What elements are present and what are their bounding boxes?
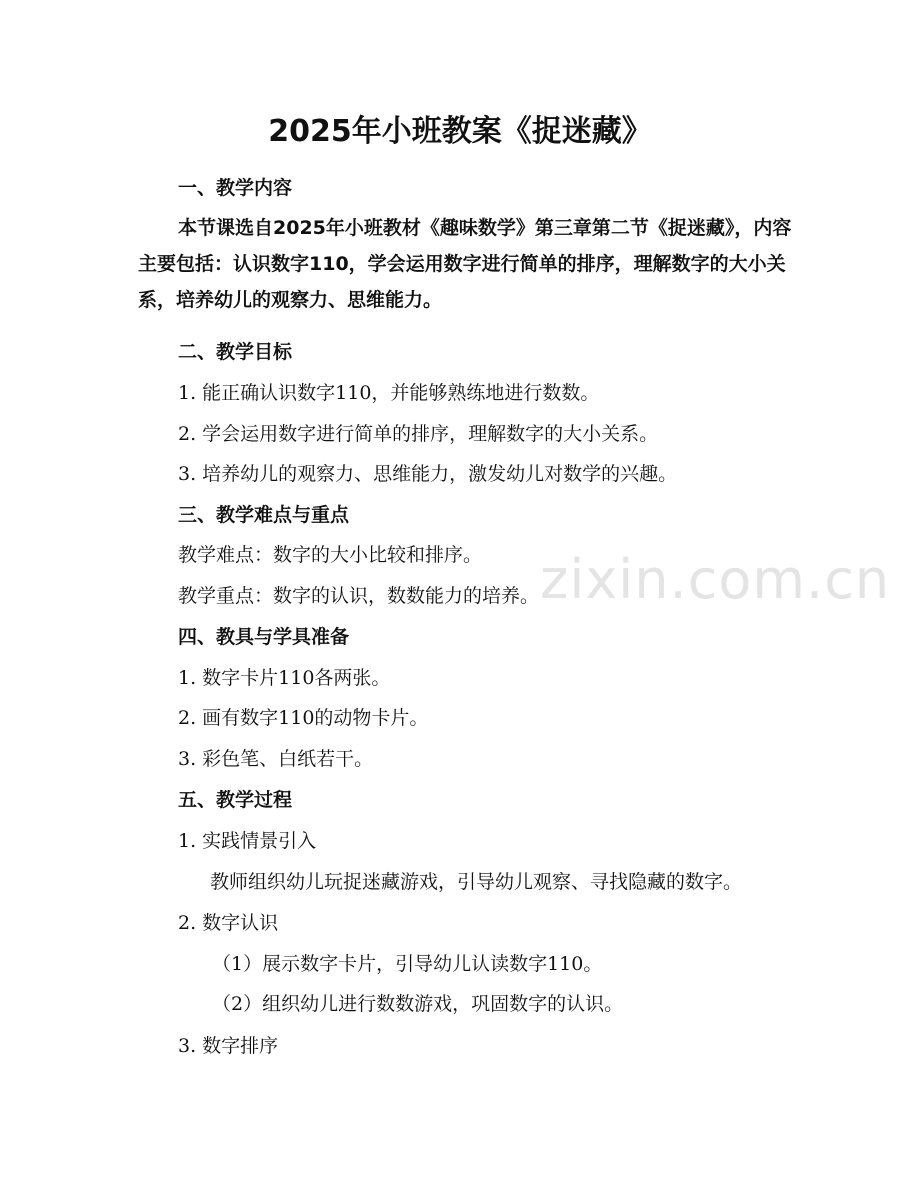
objective-item-1: 1. 能正确认识数字110，并能够熟练地进行数数。 bbox=[178, 382, 600, 404]
section-heading-difficulty: 三、教学难点与重点 bbox=[178, 504, 350, 526]
difficulty-text: 教学难点：数字的大小比较和排序。 bbox=[178, 544, 483, 566]
material-item-3: 3. 彩色笔、白纸若干。 bbox=[178, 748, 374, 770]
material-item-2: 2. 画有数字110的动物卡片。 bbox=[178, 707, 429, 729]
process-step-2-title: 2. 数字认识 bbox=[178, 912, 279, 934]
objective-item-3: 3. 培养幼儿的观察力、思维能力，激发幼儿对数学的兴趣。 bbox=[178, 463, 678, 485]
process-step-1-title: 1. 实践情景引入 bbox=[178, 830, 317, 852]
content-paragraph: 本节课选自2025年小班教材《趣味数学》第三章第二节《捉迷藏》，内容主要包括：认识数字110，学会运用数字进行简单的排序，理解数字的大小关系，培养幼儿的观察力、思维能力。 bbox=[138, 217, 792, 311]
material-item-1: 1. 数字卡片110各两张。 bbox=[178, 667, 391, 689]
section-heading-objectives: 二、教学目标 bbox=[178, 341, 293, 363]
section-heading-process: 五、教学过程 bbox=[178, 789, 293, 811]
process-step-2-sub-1: （1）展示数字卡片，引导幼儿认读数字110。 bbox=[212, 953, 603, 975]
process-step-1-text: 教师组织幼儿玩捉迷藏游戏，引导幼儿观察、寻找隐藏的数字。 bbox=[210, 871, 743, 893]
objective-item-2: 2. 学会运用数字进行简单的排序，理解数字的大小关系。 bbox=[178, 423, 659, 445]
process-step-2-sub-2: （2）组织幼儿进行数数游戏，巩固数字的认识。 bbox=[212, 993, 624, 1015]
watermark: zixin.com.cn bbox=[540, 548, 891, 611]
process-step-3-title: 3. 数字排序 bbox=[178, 1035, 279, 1057]
section-heading-content: 一、教学内容 bbox=[178, 177, 293, 199]
page-title: 2025年小班教案《捉迷藏》 bbox=[268, 114, 652, 149]
section-heading-materials: 四、教具与学具准备 bbox=[178, 626, 350, 648]
key-point-text: 教学重点：数字的认识，数数能力的培养。 bbox=[178, 585, 540, 607]
